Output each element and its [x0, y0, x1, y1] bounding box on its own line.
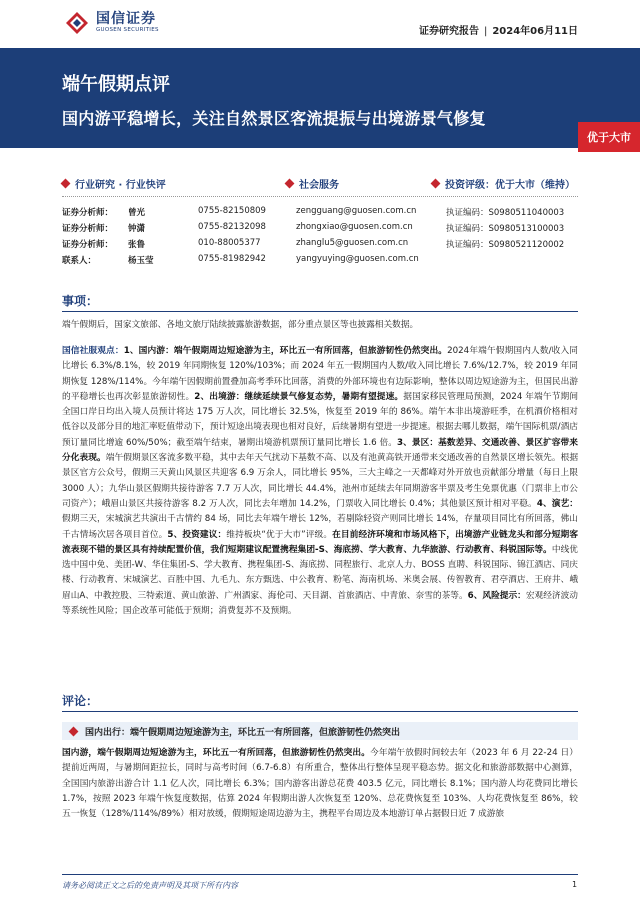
guosen-logo [64, 10, 159, 36]
industry-label: 行业研究 · 行业快评 [62, 176, 166, 191]
diamond-icon [431, 179, 441, 189]
meta-separator: | [483, 26, 488, 37]
page-number: 1 [572, 880, 578, 889]
report-type: 证券研究报告 [418, 26, 479, 37]
analyst-row: 证券分析师： 曾光 0755-82150809 zengguang@guosen.com.cn 执证编码：S0980511040003 [62, 206, 565, 218]
diamond-icon [61, 179, 71, 189]
analyst-list [62, 206, 582, 270]
analyst-row: 证券分析师： 张鲁 010-88005377 zhanglu5@guosen.com.cn 执证编码：S0980521120002 [62, 238, 565, 250]
report-subtitle: 国内游平稳增长，关注自然景区客流提振与出境游景气修复 [62, 109, 486, 128]
title-banner [0, 48, 640, 148]
info-divider [62, 196, 578, 197]
contact-email[interactable]: yangyuying@guosen.com.cn [296, 254, 419, 264]
view-paragraph: 国信社服观点：1、国内游：端午假期周边短途游为主，环比五一有所回落，但旅游韧性仍然突出。2024年端午假期国内人数/收入同比增长 6.3%/8.1%，较 2019 年同期恢复 120%/103%；而 2024 年五一假期国内人数/收入同比增长 7.6%/12.7%，较 2019 年同期恢复 128%/114%。今年端午因假期前置叠加高考季环比回落，消费的外部环境也有边际影响，整体以周边短途游为主，但国民出游的平稳增长也再次彰显旅游韧性。2、出境游：继续延续景气修复态势，暑期有望提速。据国家移民管理局预测，2024 年端午节期间全国口岸日均出入境人员预计将达 175 万人次，同比增长 32.5%，恢复至 2019 年的 86%。端午本非出境游旺季，在机酒价格相对低谷以及部分目的地汇率贬值带动下，预计短途出境表现也相对良好，后续暑期有望进一步提速。根据去哪儿数据，端午国际机票/酒店预订量同比增逾 60%/50%；截至端午结束，暑期出境游机票预订量同比增长 1.6 倍。3、景区：基数差异、交通改善、景区扩容带来分化表现。端午假期景区客流多数平稳，其中去年天气扰动下基数不高、以及有池黄高铁开通带来交通改善的自然景区增长领先。根据景区官方公众号，假期三天黄山风景区共迎客 6.9 万余人，同比增长 95%，三大主峰之一天都峰对外开放也贡献部分增量（每日上限 3000 人）；九华山景区假期共接待游客 7.7 万人次，同比增长 44.4%，池州市延续去年同期游客半票及考生免票优惠（门票非上市公司资产）；峨眉山景区共接待游客 8.2 万人次，同比去年增加 14.2%，门票收入同比增长 0.4%；其他景区预计相对平稳。4、演艺：假期三天，宋城演艺共演出千古情约 84 场，同比去年端午增长 12%，若剔除轻资产则同比增长 14%，存量项目同比有所回落，佛山千古情场次居各项目首位。5、投资建议：维持板块“优于大市”评级。在目前经济环境和市场风格下，出境游产业链龙头和部分短期客流表现不错的景区具有持续配置价值，我们短期建议配置携程集团-S、海底捞、学大教育、九华旅游、行动教育、科锐国际等。中线优选中国中免、美团-W、华住集团-S、学大教育、携程集团-S、海底捞、同程旅行、北京人力、BOSS 直聘、科锐国际、锦江酒店、同庆楼、行动教育、宋城演艺、百胜中国、九毛九、东方甄选、中公教育、粉笔、海南机场、米奥会展、传智教育、君亭酒店、王府井、峨眉山A、中教控股、三特索道、黄山旅游、广州酒家、海伦司、天目湖、首旅酒店、中青旅、奈雪的茶等。6、风险提示：宏观经济波动等系统性风险；国企改革可能低于预期；消费复苏不及预期。 [62, 346, 579, 617]
review-paragraph: 国内游，端午假期周边短途游为主，环比五一有所回落，但旅游韧性仍然突出。今年端午放假时间较去年（2023 年 6 月 22-24 日）提前近两周，与暑期间距拉长，同时与高考时间（6.7-6.8）有所重合，整体出行整体呈现平稳态势。据文化和旅游部数据中心测算，全国国内旅游出游合计 1.1 亿人次，同比增长 6.3%；国内游客出游总花费 403.5 亿元，同比增长 8.1%；国内游人均花费同比增长 1.7%，按照 2023 年端午恢复度数据，估算 2024 年假期出游人次恢复至 120%、总花费恢复至 103%、人均花费恢复至 86%，较五一恢复（128%/114%/89%）相对放缓，假期短途周边游为主，携程平台周边及本地游订单占据假日近 7 成游旅 [62, 748, 578, 820]
rating-label: 投资评级：优于大市（维持） [432, 176, 575, 191]
report-date: 2024年06月11日 [492, 26, 578, 37]
diamond-icon [285, 179, 295, 189]
section-rule [62, 711, 578, 712]
review-subheading: 国内出行：端午假期周边短途游为主，环比五一有所回落，但旅游韧性仍然突出 [62, 722, 578, 740]
logo-english-name: GUOSEN SECURITIES [96, 27, 159, 34]
disclaimer-note: 请务必阅读正文之后的免责声明及其项下所有内容 [62, 881, 238, 890]
contact-row: 联系人： 杨玉莹 0755-81982942 yangyuying@guosen.com.cn [62, 254, 419, 266]
analyst-email[interactable]: zhongxiao@guosen.com.cn [296, 222, 413, 232]
sector-label: 社会服务 [286, 176, 339, 191]
footer-rule [62, 874, 578, 875]
event-text: 端午假期后，国家文旅部、各地文旅厅陆续披露旅游数据，部分重点景区等也披露相关数据。 [62, 320, 419, 330]
analyst-email[interactable]: zengguang@guosen.com.cn [296, 206, 417, 216]
section-rule [62, 311, 578, 312]
view-lead: 国信社服观点： [62, 346, 124, 356]
report-title: 端午假期点评 [62, 74, 170, 95]
diamond-icon [69, 726, 79, 736]
review-heading: 评论： [62, 694, 99, 708]
analyst-email[interactable]: zhanglu5@guosen.com.cn [296, 238, 409, 248]
top-header [0, 0, 640, 44]
guosen-logo-icon [64, 10, 90, 36]
analyst-row: 证券分析师： 钟潇 0755-82132098 zhongxiao@guosen.com.cn 执证编码：S0980513100003 [62, 222, 565, 234]
report-meta [419, 22, 578, 37]
logo-chinese-name: 国信证券 [96, 11, 156, 28]
rating-tag: 优于大市 [578, 122, 640, 152]
event-heading: 事项： [62, 294, 99, 308]
